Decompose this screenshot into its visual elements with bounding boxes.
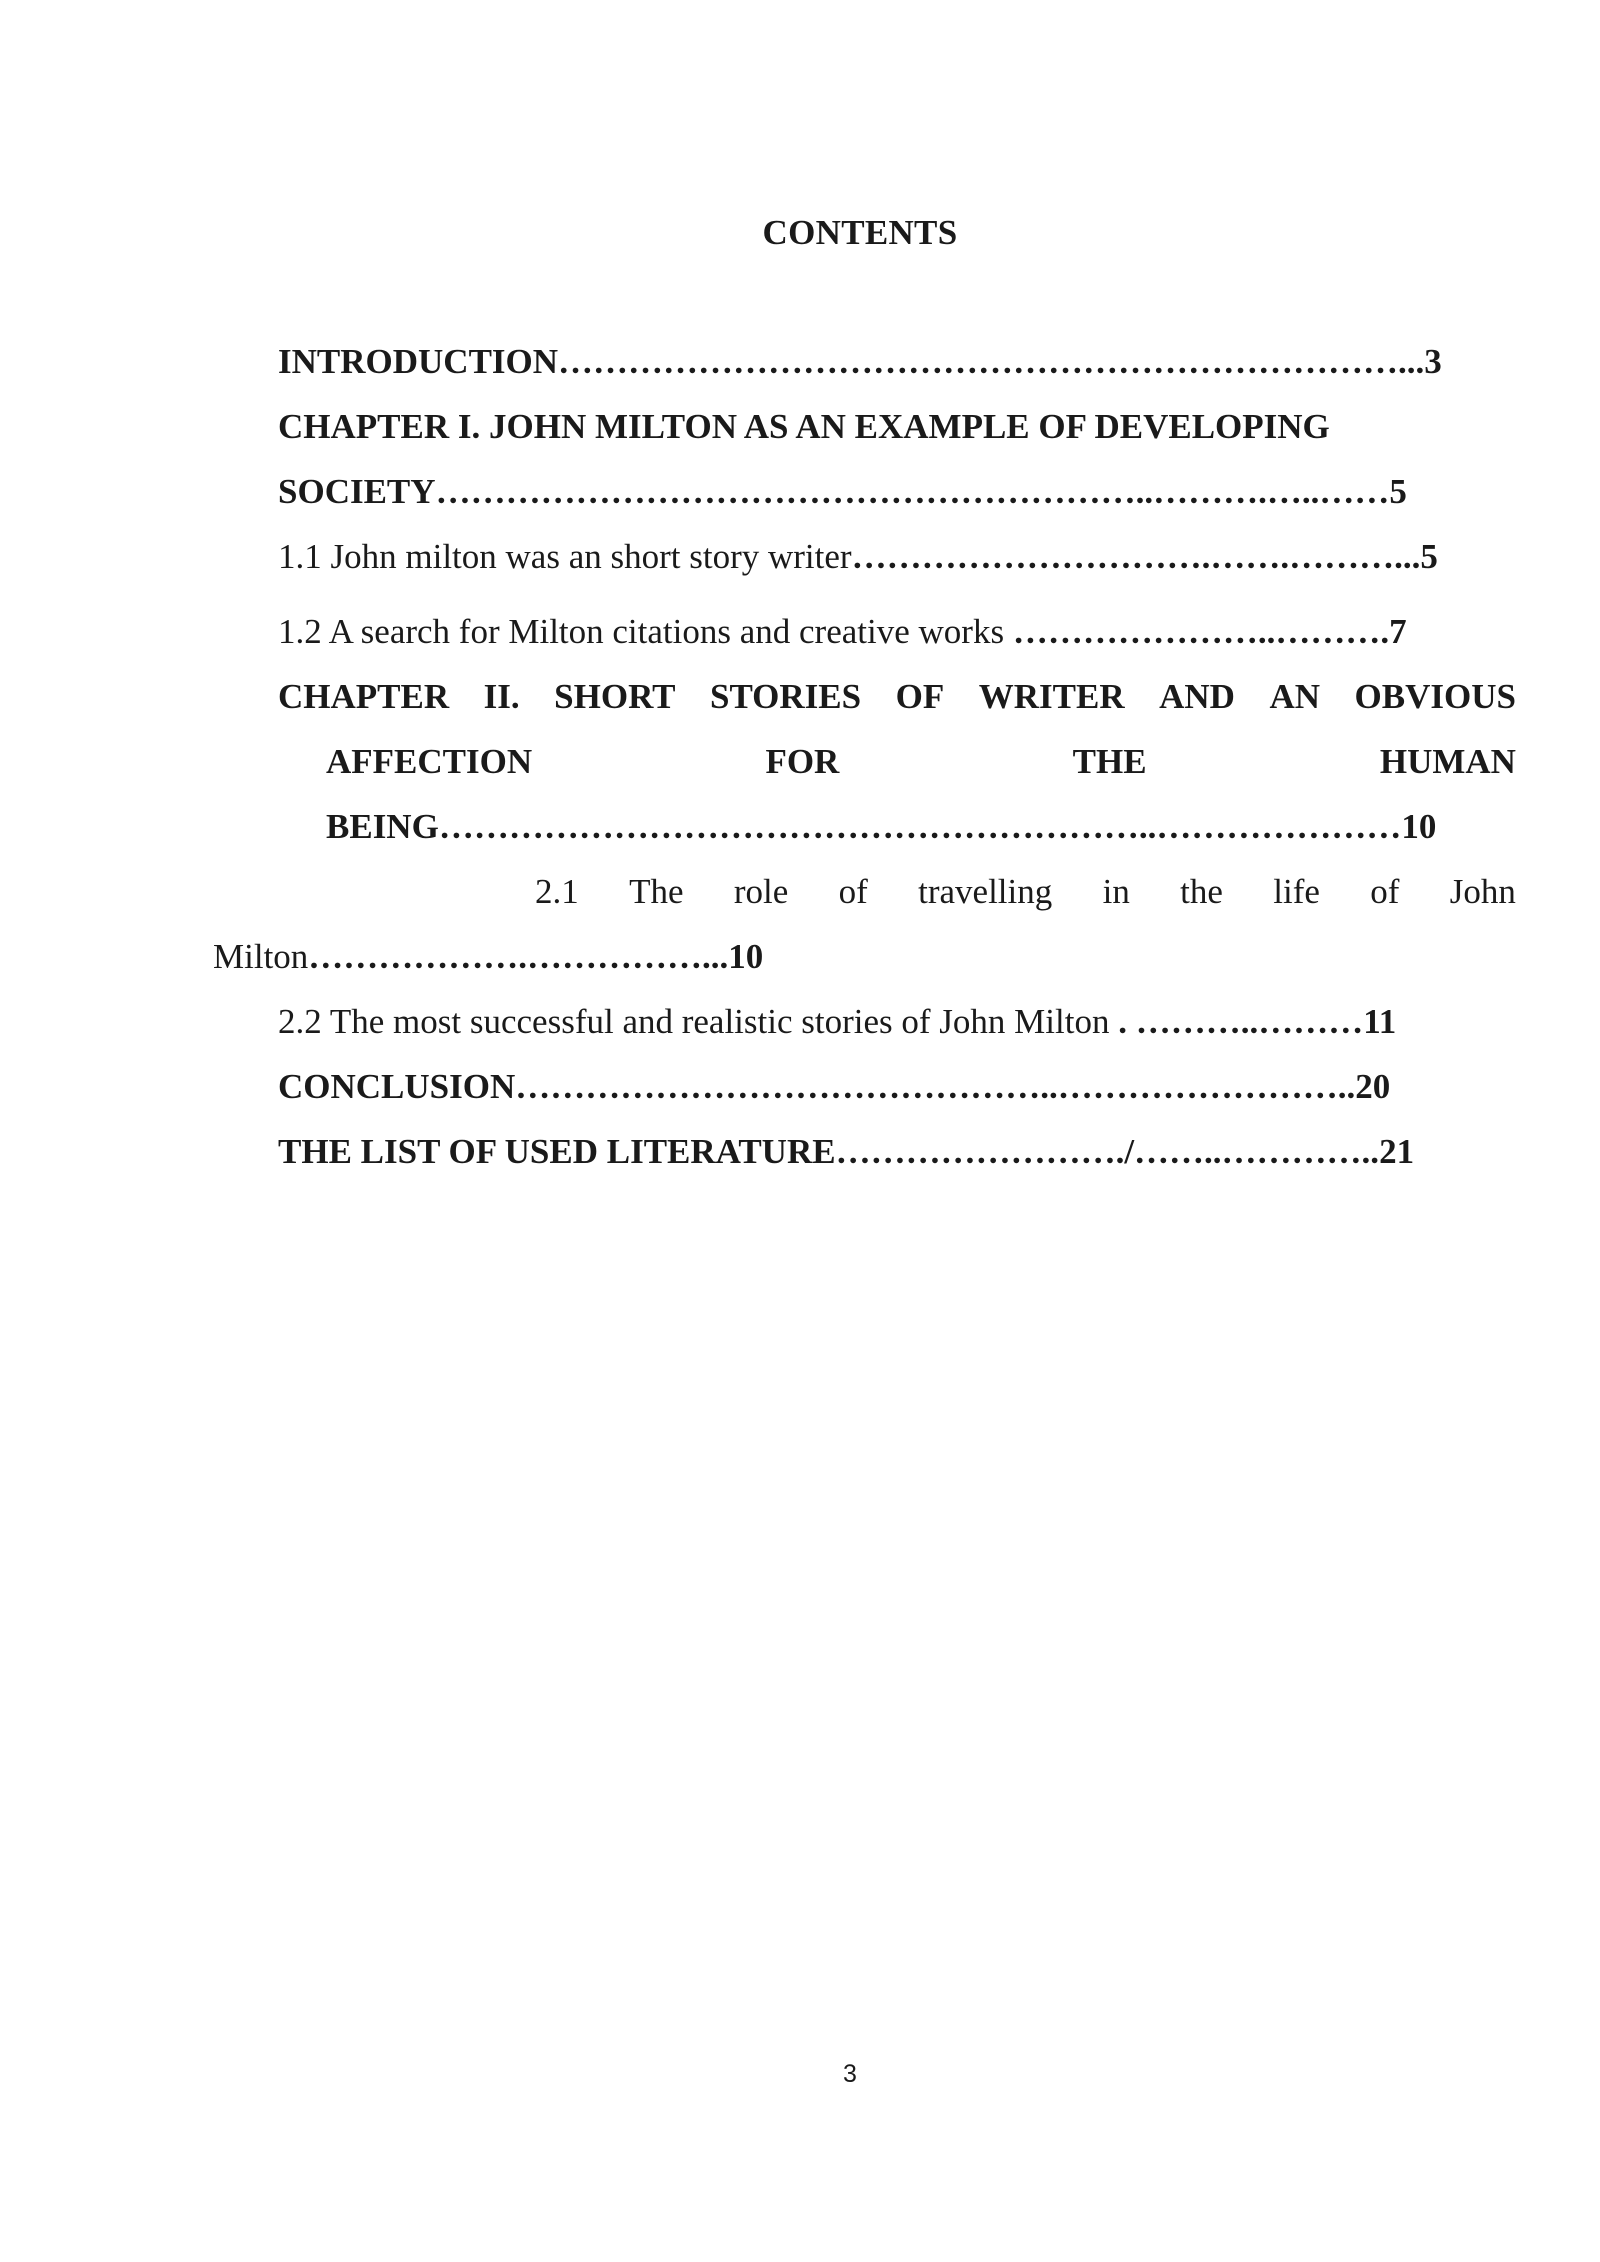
toc-page-number: 21 xyxy=(1379,1132,1415,1171)
toc-entry-literature[interactable] xyxy=(278,1130,1414,1174)
toc-leader-dots: ……………………………………………………..……….…..…… xyxy=(435,472,1390,511)
page-footer-number: 3 xyxy=(843,2060,857,2088)
toc-entry-label: 2.2 The most successful and realistic stories of John Milton xyxy=(278,1002,1119,1041)
toc-word: John xyxy=(1449,872,1516,911)
toc-page-number: 7 xyxy=(1389,612,1407,651)
toc-word: travelling xyxy=(918,872,1053,911)
page-title: CONTENTS xyxy=(762,213,958,252)
toc-word: role xyxy=(733,872,789,911)
toc-entry-section-2-1-line2[interactable] xyxy=(213,935,763,979)
toc-entry-section-1-1[interactable] xyxy=(278,535,1438,579)
toc-entry-chapter2-line1[interactable] xyxy=(278,675,1516,719)
toc-entry-label: Milton xyxy=(213,937,309,976)
toc-leader-dots: ……………………………………………………..………………… xyxy=(438,807,1402,846)
toc-entry-section-2-1-line1[interactable] xyxy=(535,870,1516,914)
toc-word: of xyxy=(838,872,868,911)
toc-entry-label: CHAPTER I. JOHN MILTON AS AN EXAMPLE OF DEVELOPING xyxy=(278,407,1330,446)
toc-word: The xyxy=(629,872,684,911)
toc-word: life xyxy=(1273,872,1320,911)
toc-word: the xyxy=(1180,872,1223,911)
toc-word: in xyxy=(1102,872,1130,911)
toc-leader-dots: ………………………………………..…………………….. xyxy=(515,1067,1356,1106)
toc-entry-label: BEING xyxy=(326,807,439,846)
toc-leader-dots: ………………………….…….………... xyxy=(851,537,1421,576)
toc-page-number: 10 xyxy=(728,937,764,976)
toc-word: AND xyxy=(1159,677,1235,716)
toc-entry-conclusion[interactable] xyxy=(278,1065,1390,1109)
toc-word: OF xyxy=(895,677,945,716)
toc-page-number: 20 xyxy=(1355,1067,1391,1106)
toc-word: FOR xyxy=(765,742,840,781)
toc-word: II. xyxy=(483,677,520,716)
toc-entry-label: THE LIST OF USED LITERATURE xyxy=(278,1132,836,1171)
toc-word: CHAPTER xyxy=(278,677,450,716)
toc-entry-chapter2-line3[interactable] xyxy=(326,805,1436,849)
toc-entry-section-1-2[interactable] xyxy=(278,610,1407,654)
toc-page-number: 5 xyxy=(1389,472,1407,511)
toc-entry-label: INTRODUCTION xyxy=(278,342,559,381)
toc-entry-introduction[interactable] xyxy=(278,340,1442,384)
toc-word: STORIES xyxy=(709,677,862,716)
toc-entry-section-2-2[interactable] xyxy=(278,1000,1396,1044)
toc-entry-label: SOCIETY xyxy=(278,472,436,511)
toc-leader-dots: ………………………………………………………………... xyxy=(558,342,1425,381)
toc-entry-label: 1.1 John milton was an short story writer xyxy=(278,537,852,576)
toc-page-number: 5 xyxy=(1420,537,1438,576)
toc-word: 2.1 xyxy=(535,872,579,911)
toc-page-number: 10 xyxy=(1401,807,1437,846)
toc-entry-label: CONCLUSION xyxy=(278,1067,516,1106)
toc-word: AN xyxy=(1269,677,1321,716)
toc-leader-dots: . ………..……… xyxy=(1118,1002,1364,1041)
toc-word: HUMAN xyxy=(1379,742,1516,781)
toc-word: of xyxy=(1370,872,1400,911)
toc-entry-chapter2-line2[interactable] xyxy=(326,740,1516,784)
toc-leader-dots: ……………………./……..………….. xyxy=(835,1132,1380,1171)
toc-leader-dots: …………………..………. xyxy=(1004,612,1390,651)
toc-entry-label: 1.2 A search for Milton citations and creative works xyxy=(278,612,1005,651)
toc-word: WRITER xyxy=(978,677,1125,716)
toc-entry-chapter1-line1[interactable] xyxy=(278,405,1330,449)
toc-page-number: 11 xyxy=(1363,1002,1397,1041)
toc-page-number: 3 xyxy=(1424,342,1442,381)
toc-word: SHORT xyxy=(554,677,676,716)
toc-word: THE xyxy=(1072,742,1147,781)
toc-word: OBVIOUS xyxy=(1354,677,1516,716)
toc-entry-chapter1-line2[interactable] xyxy=(278,470,1407,514)
toc-word: AFFECTION xyxy=(326,742,533,781)
toc-leader-dots: ……………….……………... xyxy=(308,937,729,976)
